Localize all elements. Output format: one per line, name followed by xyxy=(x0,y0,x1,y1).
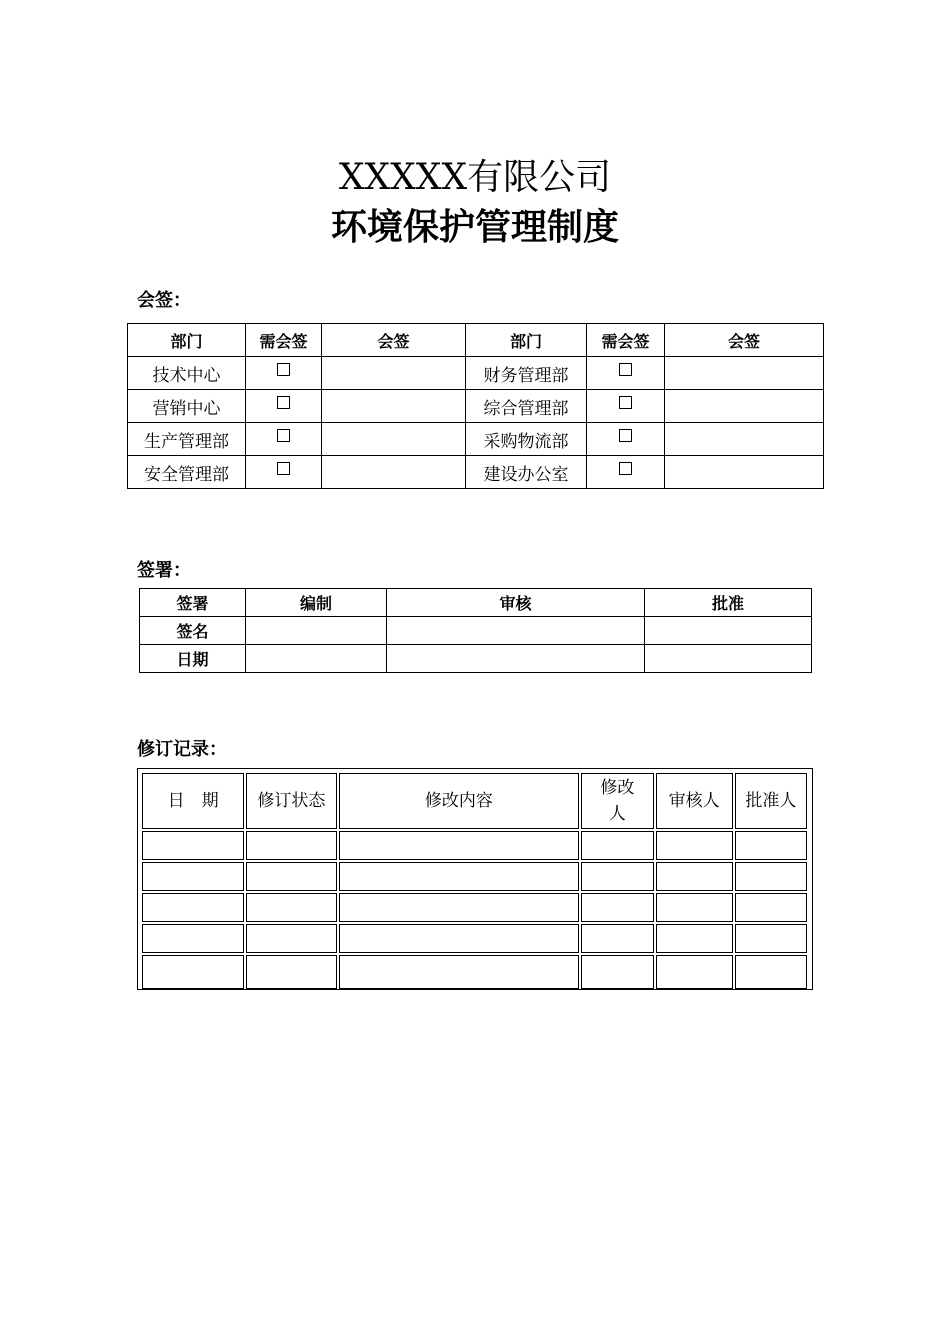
content-cell[interactable] xyxy=(339,955,580,989)
checkbox[interactable] xyxy=(277,396,290,409)
header-date: 日 期 xyxy=(142,773,244,829)
reviewed-date-cell[interactable] xyxy=(387,645,645,673)
header-approved: 批准 xyxy=(645,589,812,617)
revised-by-cell[interactable] xyxy=(581,831,653,860)
status-cell[interactable] xyxy=(246,893,336,922)
table-row xyxy=(142,955,807,989)
content-cell[interactable] xyxy=(339,862,580,891)
department-name: 建设办公室 xyxy=(466,456,587,489)
content-cell[interactable] xyxy=(339,924,580,953)
approver-cell[interactable] xyxy=(735,924,807,953)
table-row xyxy=(128,423,824,456)
department-name: 营销中心 xyxy=(128,390,246,423)
approver-cell[interactable] xyxy=(735,893,807,922)
checkbox[interactable] xyxy=(619,462,632,475)
content-cell[interactable] xyxy=(339,831,580,860)
reviewer-cell[interactable] xyxy=(656,862,733,891)
reviewed-signature-cell[interactable] xyxy=(387,617,645,645)
status-cell[interactable] xyxy=(246,862,336,891)
table-row xyxy=(128,357,824,390)
row-label-date: 日期 xyxy=(140,645,246,673)
header-department: 部门 xyxy=(466,324,587,357)
checkbox[interactable] xyxy=(277,462,290,475)
countersign-cell[interactable] xyxy=(322,456,466,489)
status-cell[interactable] xyxy=(246,955,336,989)
reviewer-cell[interactable] xyxy=(656,955,733,989)
prepared-signature-cell[interactable] xyxy=(246,617,387,645)
table-row xyxy=(128,390,824,423)
header-revised-by: 修改人 xyxy=(581,773,653,829)
header-need-countersign: 需会签 xyxy=(246,324,322,357)
countersign-cell[interactable] xyxy=(322,423,466,456)
department-name: 技术中心 xyxy=(128,357,246,390)
revised-by-cell[interactable] xyxy=(581,893,653,922)
header-reviewed: 审核 xyxy=(387,589,645,617)
document-title: 环境保护管理制度 xyxy=(330,206,619,248)
department-name: 综合管理部 xyxy=(466,390,587,423)
date-cell[interactable] xyxy=(142,831,244,860)
header-sign-off: 签署 xyxy=(140,589,246,617)
header-need-countersign: 需会签 xyxy=(587,324,665,357)
countersign-header-row xyxy=(128,324,824,357)
need-countersign-cell[interactable] xyxy=(587,456,665,489)
header-department: 部门 xyxy=(128,324,246,357)
approver-cell[interactable] xyxy=(735,955,807,989)
need-countersign-cell[interactable] xyxy=(246,423,322,456)
revision-header-row xyxy=(142,773,807,829)
approver-cell[interactable] xyxy=(735,862,807,891)
header-revision-status: 修订状态 xyxy=(246,773,336,829)
department-name: 采购物流部 xyxy=(466,423,587,456)
date-cell[interactable] xyxy=(142,862,244,891)
reviewer-cell[interactable] xyxy=(656,924,733,953)
signature-table xyxy=(139,588,812,673)
countersign-cell[interactable] xyxy=(322,390,466,423)
approver-cell[interactable] xyxy=(735,831,807,860)
reviewer-cell[interactable] xyxy=(656,831,733,860)
countersign-cell[interactable] xyxy=(665,423,824,456)
table-row xyxy=(140,617,812,645)
countersign-label: 会签： xyxy=(137,290,191,311)
countersign-cell[interactable] xyxy=(665,456,824,489)
table-row xyxy=(142,831,807,860)
department-name: 安全管理部 xyxy=(128,456,246,489)
need-countersign-cell[interactable] xyxy=(587,390,665,423)
countersign-table xyxy=(127,323,824,489)
need-countersign-cell[interactable] xyxy=(246,456,322,489)
revision-table xyxy=(140,771,809,991)
checkbox[interactable] xyxy=(277,429,290,442)
table-row xyxy=(142,893,807,922)
row-label-signature: 签名 xyxy=(140,617,246,645)
table-row xyxy=(142,862,807,891)
header-countersign: 会签 xyxy=(322,324,466,357)
revision-label: 修订记录： xyxy=(137,739,227,760)
date-cell[interactable] xyxy=(142,924,244,953)
status-cell[interactable] xyxy=(246,831,336,860)
date-cell[interactable] xyxy=(142,955,244,989)
revision-frame xyxy=(137,768,813,990)
revised-by-cell[interactable] xyxy=(581,862,653,891)
table-row xyxy=(142,924,807,953)
header-approver: 批准人 xyxy=(735,773,807,829)
header-revision-content: 修改内容 xyxy=(339,773,580,829)
checkbox[interactable] xyxy=(619,396,632,409)
table-row xyxy=(128,456,824,489)
reviewer-cell[interactable] xyxy=(656,893,733,922)
countersign-cell[interactable] xyxy=(665,357,824,390)
signature-label: 签署： xyxy=(137,560,191,581)
approved-date-cell[interactable] xyxy=(645,645,812,673)
need-countersign-cell[interactable] xyxy=(587,423,665,456)
countersign-cell[interactable] xyxy=(665,390,824,423)
need-countersign-cell[interactable] xyxy=(587,357,665,390)
revised-by-cell[interactable] xyxy=(581,955,653,989)
need-countersign-cell[interactable] xyxy=(246,357,322,390)
content-cell[interactable] xyxy=(339,893,580,922)
department-name: 生产管理部 xyxy=(128,423,246,456)
header-prepared: 编制 xyxy=(246,589,387,617)
checkbox[interactable] xyxy=(619,363,632,376)
header-reviewer: 审核人 xyxy=(656,773,733,829)
checkbox[interactable] xyxy=(619,429,632,442)
approved-signature-cell[interactable] xyxy=(645,617,812,645)
revised-by-cell[interactable] xyxy=(581,924,653,953)
checkbox[interactable] xyxy=(277,363,290,376)
status-cell[interactable] xyxy=(246,924,336,953)
countersign-cell[interactable] xyxy=(322,357,466,390)
signature-header-row xyxy=(140,589,812,617)
header-countersign: 会签 xyxy=(665,324,824,357)
company-name: XXXXX有限公司 xyxy=(338,157,612,198)
prepared-date-cell[interactable] xyxy=(246,645,387,673)
department-name: 财务管理部 xyxy=(466,357,587,390)
date-cell[interactable] xyxy=(142,893,244,922)
table-row xyxy=(140,645,812,673)
need-countersign-cell[interactable] xyxy=(246,390,322,423)
